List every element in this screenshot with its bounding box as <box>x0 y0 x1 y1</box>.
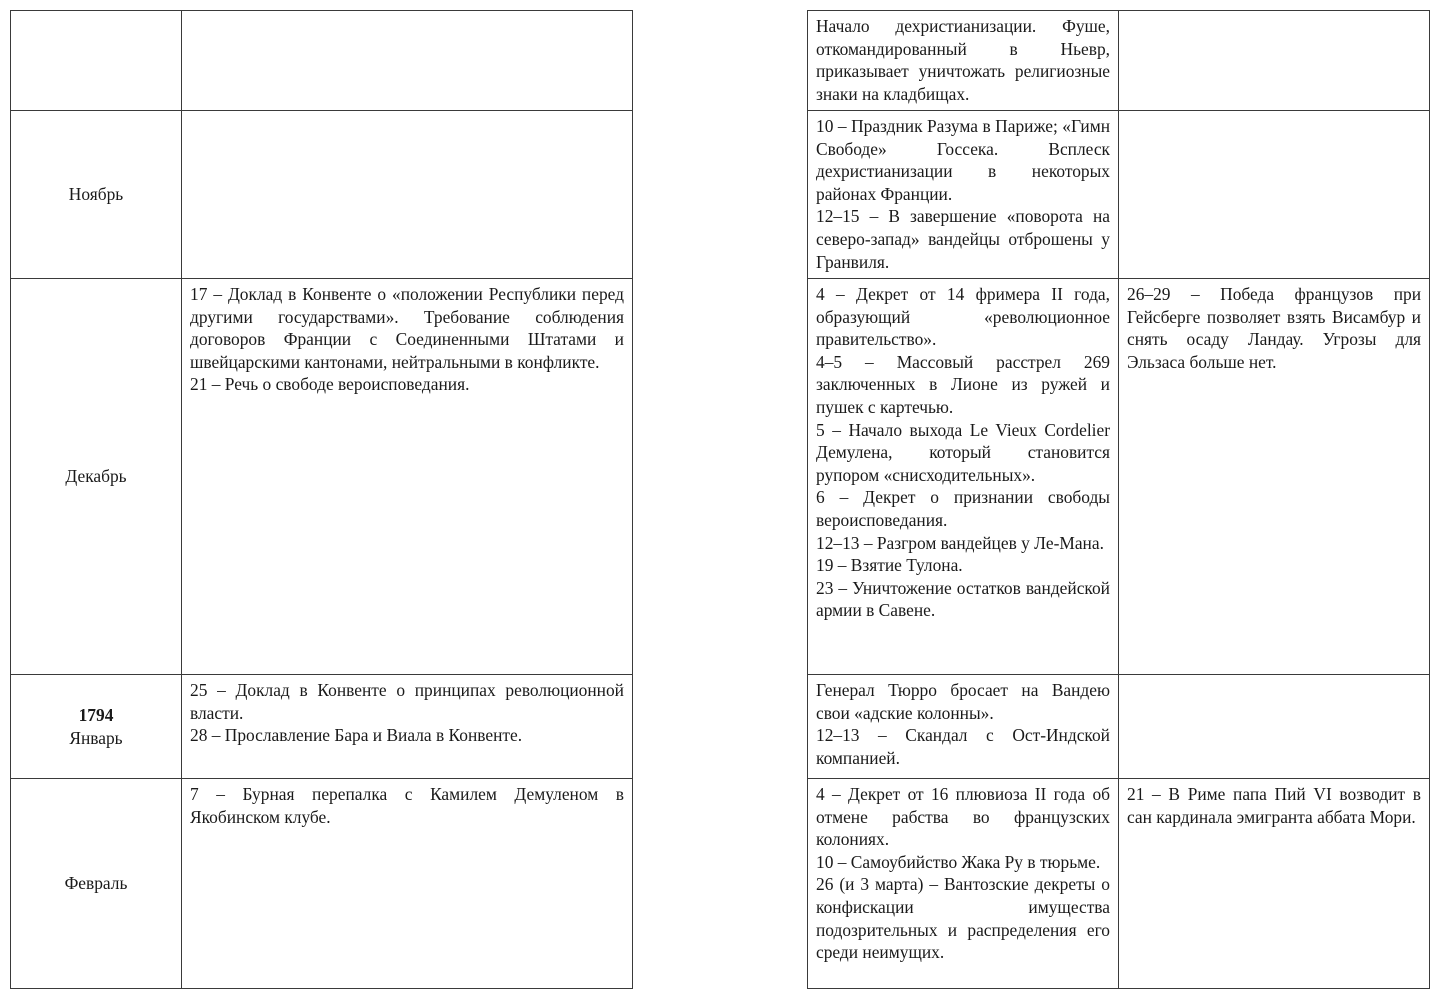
event-entry: 4–5 – Массовый расстрел 269 заключенных в Лионе из ружей и пушек с картечью. <box>816 351 1110 417</box>
abroad-events-cell <box>1119 111 1430 279</box>
month-cell <box>11 11 182 111</box>
event-entry: 19 – Взятие Тулона. <box>816 555 963 576</box>
month-cell <box>11 779 182 989</box>
abroad-events-cell <box>1119 279 1430 675</box>
right-page-chronology-table <box>807 10 1430 989</box>
event-entry: 26 (и 3 марта) – Вантозские декреты о конфискации имущества подозрительных и распределения его среди неимущих. <box>816 874 1110 963</box>
left-page-chronology-table <box>10 10 633 989</box>
event-entry: 4 – Декрет от 14 фримера II года, образующий «революционное правительство». <box>816 284 1110 350</box>
table-row <box>808 111 1430 279</box>
month-cell <box>11 675 182 779</box>
month-label: Ноябрь <box>68 184 124 205</box>
year-label: 1794 <box>78 704 114 725</box>
event-entry: 5 – Начало выхода Le Vieux Cordelier Демулена, который становится рупором «снисходительных». <box>816 419 1110 485</box>
france-events-cell <box>808 11 1119 111</box>
event-entry: 12–13 – Скандал с Ост-Индской компанией. <box>816 725 1110 768</box>
event-entry: 28 – Прославление Бара и Виала в Конвенте. <box>190 725 523 746</box>
table-row <box>808 675 1430 779</box>
events-cell <box>182 111 633 279</box>
event-entry: 21 – Речь о свободе вероисповедания. <box>190 374 470 395</box>
month-cell <box>11 279 182 675</box>
event-entry: Генерал Тюрро бросает на Вандею свои «адские колонны». <box>816 680 1110 723</box>
table-row <box>808 279 1430 675</box>
event-entry: 10 – Праздник Разума в Париже; «Гимн Свободе» Госсека. Всплеск дехристианизации в некоторых районах Франции. <box>816 116 1110 204</box>
month-cell <box>11 111 182 279</box>
event-entry: 10 – Самоубийство Жака Ру в тюрьме. <box>816 851 1101 872</box>
abroad-events-cell <box>1119 11 1430 111</box>
month-label: Январь <box>69 727 123 748</box>
event-entry: 12–13 – Разгром вандейцев у Ле-Мана. <box>816 532 1104 553</box>
table-row <box>11 779 633 989</box>
event-entry: 26–29 – Победа французов при Гейсберге позволяет взять Висамбур и снять осаду Ландау. Угрозы для Эльзаса больше нет. <box>1127 284 1421 372</box>
abroad-events-cell <box>1119 779 1430 989</box>
table-row <box>11 111 633 279</box>
event-entry: Начало дехристианизации. Фуше, откомандированный в Ньевр, приказывает уничтожать религиозные знаки на кладбищах. <box>816 16 1110 104</box>
table-row <box>808 779 1430 989</box>
event-entry: 7 – Бурная перепалка с Камилем Демуленом в Якобинском клубе. <box>190 784 624 827</box>
france-events-cell <box>808 111 1119 279</box>
events-cell <box>182 675 633 779</box>
table-row <box>808 11 1430 111</box>
table-row <box>11 11 633 111</box>
event-entry: 21 – В Риме папа Пий VI возводит в сан кардинала эмигранта аббата Мори. <box>1127 784 1421 827</box>
france-events-cell <box>808 675 1119 779</box>
month-label: Февраль <box>64 873 128 894</box>
month-label: Декабрь <box>65 466 127 487</box>
event-entry: 17 – Доклад в Конвенте о «положении Республики перед другими государствами». Требование соблюдения договоров Франции с Соединенными Штатами и швейцарскими кантонами, нейтральными в конфликте. <box>190 284 624 372</box>
event-entry: 12–15 – В завершение «поворота на северо-запад» вандейцы отброшены у Гранвиля. <box>816 206 1110 272</box>
events-cell <box>182 279 633 675</box>
france-events-cell <box>808 779 1119 989</box>
events-cell <box>182 779 633 989</box>
france-events-cell <box>808 279 1119 675</box>
abroad-events-cell <box>1119 675 1430 779</box>
table-row <box>11 279 633 675</box>
table-row <box>11 675 633 779</box>
event-entry: 23 – Уничтожение остатков вандейской армии в Савене. <box>816 577 1110 621</box>
event-entry: 25 – Доклад в Конвенте о принципах революционной власти. <box>190 680 624 723</box>
event-entry: 6 – Декрет о признании свободы вероисповедания. <box>816 487 1110 530</box>
event-entry: 4 – Декрет от 16 плювиоза II года об отмене рабства во французских колониях. <box>816 784 1110 850</box>
events-cell <box>182 11 633 111</box>
